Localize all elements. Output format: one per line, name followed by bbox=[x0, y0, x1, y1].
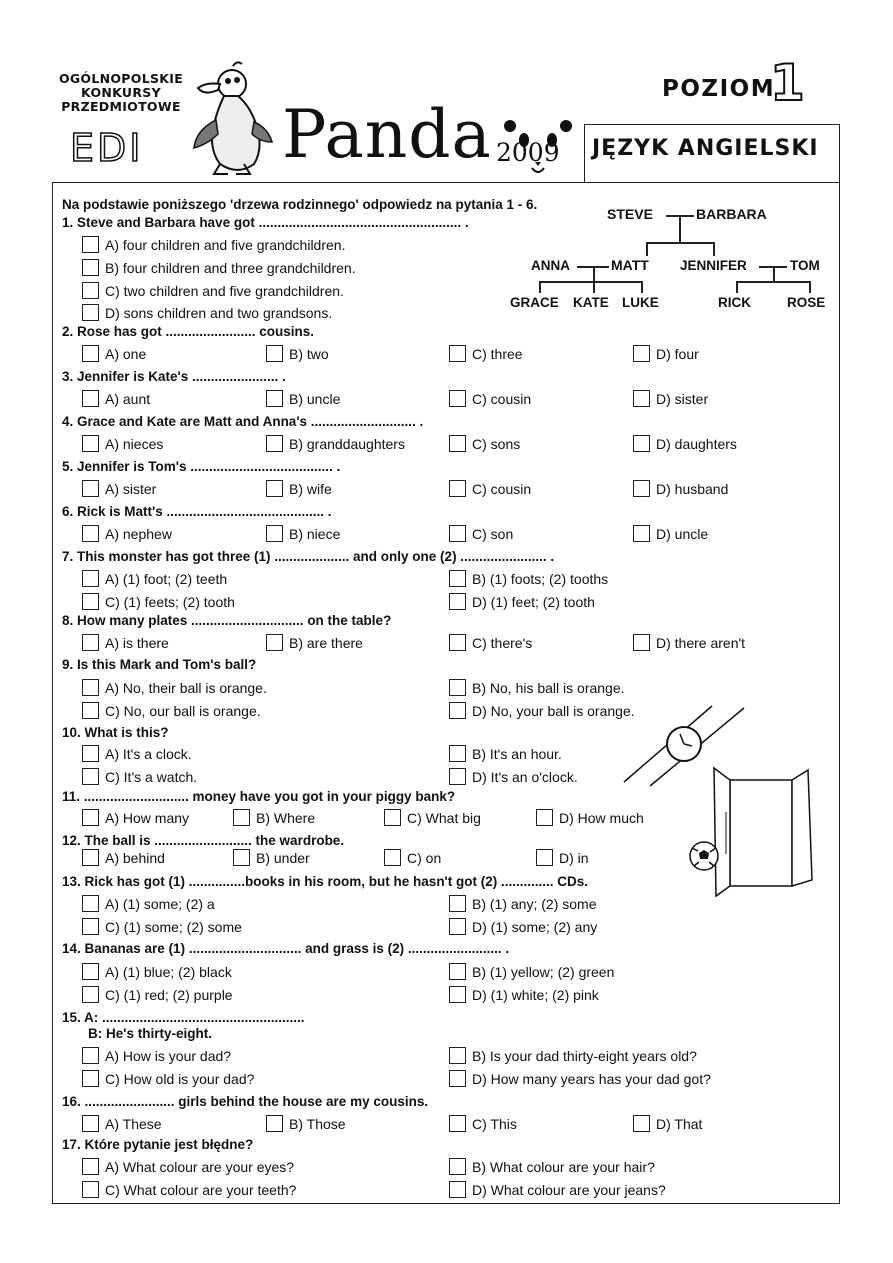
checkbox[interactable] bbox=[266, 390, 283, 407]
option-label: D) That bbox=[656, 1115, 703, 1132]
question-9: 9. Is this Mark and Tom's ball? bbox=[62, 657, 257, 672]
q11-option-a[interactable] bbox=[82, 809, 189, 826]
checkbox[interactable] bbox=[633, 345, 650, 362]
option-label: D) sister bbox=[656, 390, 709, 407]
option-label: B) It's an hour. bbox=[472, 745, 562, 762]
question-3: 3. Jennifer is Kate's ....................... . bbox=[62, 369, 286, 384]
question-7: 7. This monster has got three (1) .................... and only one (2) ....................... . bbox=[62, 549, 555, 564]
checkbox[interactable] bbox=[449, 525, 466, 542]
tree-matt: MATT bbox=[611, 257, 649, 273]
checkbox[interactable] bbox=[266, 480, 283, 497]
option-label: B) No, his ball is orange. bbox=[472, 679, 625, 696]
checkbox[interactable] bbox=[82, 390, 99, 407]
q12-option-c[interactable] bbox=[384, 849, 441, 866]
q17-option-b[interactable] bbox=[449, 1158, 655, 1175]
checkbox[interactable] bbox=[82, 593, 99, 610]
option-label: B) wife bbox=[289, 480, 332, 497]
option-label: C) two children and five grandchildren. bbox=[105, 282, 344, 299]
checkbox[interactable] bbox=[633, 525, 650, 542]
q4-option-a[interactable] bbox=[82, 435, 163, 452]
q13-option-a[interactable] bbox=[82, 895, 215, 912]
option-label: B) (1) yellow; (2) green bbox=[472, 963, 615, 980]
checkbox[interactable] bbox=[82, 1181, 99, 1198]
checkbox[interactable] bbox=[82, 435, 99, 452]
q9-option-a[interactable] bbox=[82, 679, 267, 696]
checkbox[interactable] bbox=[266, 345, 283, 362]
option-label: A) behind bbox=[105, 849, 165, 866]
year: 2009 bbox=[496, 138, 560, 167]
option-label: C) How old is your dad? bbox=[105, 1070, 255, 1087]
q13-option-d[interactable] bbox=[449, 918, 597, 935]
checkbox[interactable] bbox=[449, 390, 466, 407]
q2-option-c[interactable] bbox=[449, 345, 523, 362]
q12-option-d[interactable] bbox=[536, 849, 589, 866]
tree-jennifer: JENNIFER bbox=[680, 258, 747, 273]
checkbox[interactable] bbox=[82, 1047, 99, 1064]
question-4: 4. Grace and Kate are Matt and Anna's ............................ . bbox=[62, 414, 424, 429]
question-5: 5. Jennifer is Tom's ...................................... . bbox=[62, 459, 341, 474]
option-label: A) No, their ball is orange. bbox=[105, 679, 267, 696]
q3-option-d[interactable] bbox=[633, 390, 708, 407]
subject-title: JĘZYK ANGIELSKI bbox=[592, 136, 819, 161]
checkbox[interactable] bbox=[82, 702, 99, 719]
contest-line-1: OGÓLNOPOLSKIE bbox=[58, 71, 184, 86]
option-label: C) (1) some; (2) some bbox=[105, 918, 242, 935]
q5-option-b[interactable] bbox=[266, 480, 332, 497]
q11-option-d[interactable] bbox=[536, 809, 644, 826]
checkbox[interactable] bbox=[449, 679, 466, 696]
checkbox[interactable] bbox=[82, 849, 99, 866]
q3-option-b[interactable] bbox=[266, 390, 340, 407]
option-label: A) How many bbox=[105, 809, 190, 826]
q10-option-d[interactable] bbox=[449, 768, 578, 785]
q14-option-d[interactable] bbox=[449, 986, 599, 1003]
checkbox[interactable] bbox=[82, 745, 99, 762]
q14-option-a[interactable] bbox=[82, 963, 232, 980]
q11-option-b[interactable] bbox=[233, 809, 315, 826]
q2-option-a[interactable] bbox=[82, 345, 146, 362]
checkbox[interactable] bbox=[82, 1115, 99, 1132]
option-label: D) It's an o'clock. bbox=[472, 768, 578, 785]
checkbox[interactable] bbox=[449, 986, 466, 1003]
q4-option-d[interactable] bbox=[633, 435, 737, 452]
q10-option-a[interactable] bbox=[82, 745, 192, 762]
q6-option-d[interactable] bbox=[633, 525, 708, 542]
q15-option-d[interactable] bbox=[449, 1070, 711, 1087]
option-label: D) there aren't bbox=[656, 634, 746, 651]
intro-text: Na podstawie poniższego 'drzewa rodzinnego' odpowiedz na pytania 1 - 6. bbox=[62, 197, 538, 212]
q4-option-c[interactable] bbox=[449, 435, 520, 452]
checkbox[interactable] bbox=[82, 1070, 99, 1087]
q7-option-b[interactable] bbox=[449, 570, 608, 587]
option-label: D) four bbox=[656, 345, 699, 362]
option-label: D) What colour are your jeans? bbox=[472, 1181, 666, 1198]
checkbox[interactable] bbox=[633, 1115, 650, 1132]
option-label: A) (1) foot; (2) teeth bbox=[105, 570, 228, 587]
option-label: C) (1) red; (2) purple bbox=[105, 986, 233, 1003]
checkbox[interactable] bbox=[266, 1115, 283, 1132]
tree-kate: KATE bbox=[573, 295, 609, 310]
q8-option-d[interactable] bbox=[633, 634, 745, 651]
checkbox[interactable] bbox=[82, 345, 99, 362]
checkbox[interactable] bbox=[82, 236, 99, 253]
option-label: A) four children and five grandchildren. bbox=[105, 236, 346, 253]
contest-line-2: KONKURSY bbox=[81, 85, 161, 100]
checkbox[interactable] bbox=[384, 809, 401, 826]
question-15: 15. A: ...................................................... bbox=[62, 1010, 305, 1025]
q1-option-d[interactable] bbox=[82, 304, 332, 321]
option-label: C) there's bbox=[472, 634, 533, 651]
checkbox[interactable] bbox=[266, 435, 283, 452]
option-label: C) What colour are your teeth? bbox=[105, 1181, 297, 1198]
option-label: C) sons bbox=[472, 435, 521, 452]
q3-option-a[interactable] bbox=[82, 390, 150, 407]
q12-option-b[interactable] bbox=[233, 849, 310, 866]
option-label: C) son bbox=[472, 525, 514, 542]
option-label: A) What colour are your eyes? bbox=[105, 1158, 295, 1175]
contest-line-3: PRZEDMIOTOWE bbox=[61, 99, 181, 114]
q5-option-a[interactable] bbox=[82, 480, 156, 497]
q8-option-b[interactable] bbox=[266, 634, 363, 651]
q1-option-a[interactable] bbox=[82, 236, 345, 253]
checkbox[interactable] bbox=[82, 525, 99, 542]
question-1: 1. Steve and Barbara have got ...................................................... . bbox=[62, 215, 469, 230]
option-label: B) are there bbox=[289, 634, 363, 651]
q14-option-c[interactable] bbox=[82, 986, 233, 1003]
checkbox[interactable] bbox=[82, 768, 99, 785]
checkbox[interactable] bbox=[82, 986, 99, 1003]
tree-rick: RICK bbox=[718, 295, 751, 310]
checkbox[interactable] bbox=[384, 849, 401, 866]
tree-grace: GRACE bbox=[510, 295, 559, 310]
q15-option-c[interactable] bbox=[82, 1070, 254, 1087]
question-2: 2. Rose has got ........................ cousins. bbox=[62, 324, 315, 339]
option-label: B) Those bbox=[289, 1115, 346, 1132]
checkbox[interactable] bbox=[449, 963, 466, 980]
option-label: C) on bbox=[407, 849, 442, 866]
checkbox[interactable] bbox=[82, 963, 99, 980]
checkbox[interactable] bbox=[233, 849, 250, 866]
option-label: A) nephew bbox=[105, 525, 172, 542]
checkbox[interactable] bbox=[82, 259, 99, 276]
checkbox[interactable] bbox=[449, 345, 466, 362]
checkbox[interactable] bbox=[449, 1158, 466, 1175]
q1-option-c[interactable] bbox=[82, 282, 344, 299]
option-label: D) How much bbox=[559, 809, 644, 826]
question-13: 13. Rick has got (1) ...............books in his room, but he hasn't got (2) .............. CDs. bbox=[62, 874, 589, 889]
q6-option-b[interactable] bbox=[266, 525, 340, 542]
checkbox[interactable] bbox=[536, 809, 553, 826]
checkbox[interactable] bbox=[449, 895, 466, 912]
checkbox[interactable] bbox=[449, 634, 466, 651]
option-label: A) These bbox=[105, 1115, 162, 1132]
q6-option-a[interactable] bbox=[82, 525, 172, 542]
option-label: A) (1) some; (2) a bbox=[105, 895, 215, 912]
q5-option-d[interactable] bbox=[633, 480, 728, 497]
option-label: B) What colour are your hair? bbox=[472, 1158, 655, 1175]
checkbox[interactable] bbox=[449, 918, 466, 935]
option-label: C) cousin bbox=[472, 480, 532, 497]
option-label: C) It's a watch. bbox=[105, 768, 198, 785]
level-label: POZIOM bbox=[662, 76, 776, 102]
q16-option-b[interactable] bbox=[266, 1115, 346, 1132]
checkbox[interactable] bbox=[233, 809, 250, 826]
option-label: B) four children and three grandchildren. bbox=[105, 259, 356, 276]
checkbox[interactable] bbox=[449, 702, 466, 719]
option-label: A) How is your dad? bbox=[105, 1047, 232, 1064]
option-label: A) aunt bbox=[105, 390, 151, 407]
tree-barbara: BARBARA bbox=[696, 206, 767, 222]
q14-option-b[interactable] bbox=[449, 963, 614, 980]
option-label: C) (1) feets; (2) tooth bbox=[105, 593, 235, 610]
option-label: C) No, our ball is orange. bbox=[105, 702, 261, 719]
question-16: 16. ........................ girls behind the house are my cousins. bbox=[62, 1094, 429, 1109]
checkbox[interactable] bbox=[82, 480, 99, 497]
question-6: 6. Rick is Matt's .......................................... . bbox=[62, 504, 332, 519]
option-label: B) (1) any; (2) some bbox=[472, 895, 597, 912]
contest-name bbox=[58, 72, 184, 114]
q9-option-c[interactable] bbox=[82, 702, 261, 719]
checkbox[interactable] bbox=[633, 390, 650, 407]
q8-option-a[interactable] bbox=[82, 634, 169, 651]
question-15-answer: B: He's thirty-eight. bbox=[88, 1026, 212, 1041]
checkbox[interactable] bbox=[82, 895, 99, 912]
checkbox[interactable] bbox=[82, 679, 99, 696]
checkbox[interactable] bbox=[449, 480, 466, 497]
q5-option-c[interactable] bbox=[449, 480, 531, 497]
checkbox[interactable] bbox=[82, 809, 99, 826]
option-label: A) one bbox=[105, 345, 147, 362]
q17-option-a[interactable] bbox=[82, 1158, 294, 1175]
checkbox[interactable] bbox=[633, 435, 650, 452]
checkbox[interactable] bbox=[82, 304, 99, 321]
option-label: A) (1) blue; (2) black bbox=[105, 963, 232, 980]
option-label: B) Where bbox=[256, 809, 316, 826]
q3-option-c[interactable] bbox=[449, 390, 531, 407]
level-number: 1 bbox=[770, 54, 805, 112]
q13-option-c[interactable] bbox=[82, 918, 242, 935]
question-10: 10. What is this? bbox=[62, 725, 169, 740]
q9-option-d[interactable] bbox=[449, 702, 635, 719]
panda-title: Panda bbox=[282, 96, 492, 173]
q17-option-c[interactable] bbox=[82, 1181, 296, 1198]
checkbox[interactable] bbox=[82, 1158, 99, 1175]
mascot-bird-icon bbox=[188, 60, 276, 178]
checkbox[interactable] bbox=[449, 570, 466, 587]
checkbox[interactable] bbox=[449, 435, 466, 452]
checkbox[interactable] bbox=[82, 634, 99, 651]
option-label: D) daughters bbox=[656, 435, 737, 452]
checkbox[interactable] bbox=[82, 570, 99, 587]
checkbox[interactable] bbox=[449, 1070, 466, 1087]
option-label: D) (1) white; (2) pink bbox=[472, 986, 599, 1003]
q16-option-c[interactable] bbox=[449, 1115, 517, 1132]
checkbox[interactable] bbox=[266, 634, 283, 651]
q11-option-c[interactable] bbox=[384, 809, 481, 826]
option-label: D) in bbox=[559, 849, 589, 866]
q9-option-b[interactable] bbox=[449, 679, 625, 696]
checkbox[interactable] bbox=[536, 849, 553, 866]
tree-luke: LUKE bbox=[622, 295, 659, 310]
checkbox[interactable] bbox=[82, 282, 99, 299]
option-label: B) Is your dad thirty-eight years old? bbox=[472, 1047, 697, 1064]
tree-steve: STEVE bbox=[607, 206, 653, 222]
q7-option-d[interactable] bbox=[449, 593, 595, 610]
option-label: A) It's a clock. bbox=[105, 745, 192, 762]
option-label: D) (1) some; (2) any bbox=[472, 918, 598, 935]
checkbox[interactable] bbox=[633, 634, 650, 651]
q16-option-a[interactable] bbox=[82, 1115, 162, 1132]
option-label: B) (1) foots; (2) tooths bbox=[472, 570, 609, 587]
option-label: D) How many years has your dad got? bbox=[472, 1070, 711, 1087]
q2-option-d[interactable] bbox=[633, 345, 699, 362]
option-label: D) uncle bbox=[656, 525, 709, 542]
q15-option-a[interactable] bbox=[82, 1047, 231, 1064]
q10-option-c[interactable] bbox=[82, 768, 197, 785]
checkbox[interactable] bbox=[633, 480, 650, 497]
q10-option-b[interactable] bbox=[449, 745, 562, 762]
q12-option-a[interactable] bbox=[82, 849, 165, 866]
question-14: 14. Bananas are (1) .............................. and grass is (2) ......................... . bbox=[62, 941, 510, 956]
wardrobe-icon bbox=[684, 764, 824, 904]
option-label: C) three bbox=[472, 345, 523, 362]
tree-anna: ANNA bbox=[531, 258, 570, 273]
q2-option-b[interactable] bbox=[266, 345, 329, 362]
option-label: A) is there bbox=[105, 634, 169, 651]
option-label: B) niece bbox=[289, 525, 341, 542]
tree-rose: ROSE bbox=[787, 295, 826, 310]
checkbox[interactable] bbox=[449, 1115, 466, 1132]
option-label: D) husband bbox=[656, 480, 729, 497]
checkbox[interactable] bbox=[449, 1181, 466, 1198]
edi-logo: EDI bbox=[70, 126, 144, 170]
checkbox[interactable] bbox=[82, 918, 99, 935]
option-label: D) (1) feet; (2) tooth bbox=[472, 593, 595, 610]
checkbox[interactable] bbox=[449, 1047, 466, 1064]
q7-option-a[interactable] bbox=[82, 570, 227, 587]
q17-option-d[interactable] bbox=[449, 1181, 666, 1198]
q1-option-b[interactable] bbox=[82, 259, 356, 276]
question-11: 11. ............................ money have you got in your piggy bank? bbox=[62, 789, 456, 804]
question-8: 8. How many plates .............................. on the table? bbox=[62, 613, 392, 628]
q4-option-b[interactable] bbox=[266, 435, 405, 452]
option-label: C) What big bbox=[407, 809, 481, 826]
question-12: 12. The ball is .......................... the wardrobe. bbox=[62, 833, 345, 848]
option-label: C) cousin bbox=[472, 390, 532, 407]
option-label: B) under bbox=[256, 849, 310, 866]
checkbox[interactable] bbox=[449, 768, 466, 785]
q15-option-b[interactable] bbox=[449, 1047, 697, 1064]
tree-tom: TOM bbox=[790, 258, 820, 273]
option-label: A) nieces bbox=[105, 435, 164, 452]
question-17: 17. Które pytanie jest błędne? bbox=[62, 1137, 254, 1152]
option-label: B) uncle bbox=[289, 390, 341, 407]
option-label: D) No, your ball is orange. bbox=[472, 702, 635, 719]
q16-option-d[interactable] bbox=[633, 1115, 702, 1132]
q6-option-c[interactable] bbox=[449, 525, 513, 542]
option-label: D) sons children and two grandsons. bbox=[105, 304, 333, 321]
option-label: A) sister bbox=[105, 480, 157, 497]
checkbox[interactable] bbox=[449, 593, 466, 610]
checkbox[interactable] bbox=[266, 525, 283, 542]
q7-option-c[interactable] bbox=[82, 593, 235, 610]
option-label: B) two bbox=[289, 345, 329, 362]
option-label: C) This bbox=[472, 1115, 517, 1132]
option-label: B) granddaughters bbox=[289, 435, 405, 452]
q8-option-c[interactable] bbox=[449, 634, 532, 651]
q13-option-b[interactable] bbox=[449, 895, 596, 912]
checkbox[interactable] bbox=[449, 745, 466, 762]
